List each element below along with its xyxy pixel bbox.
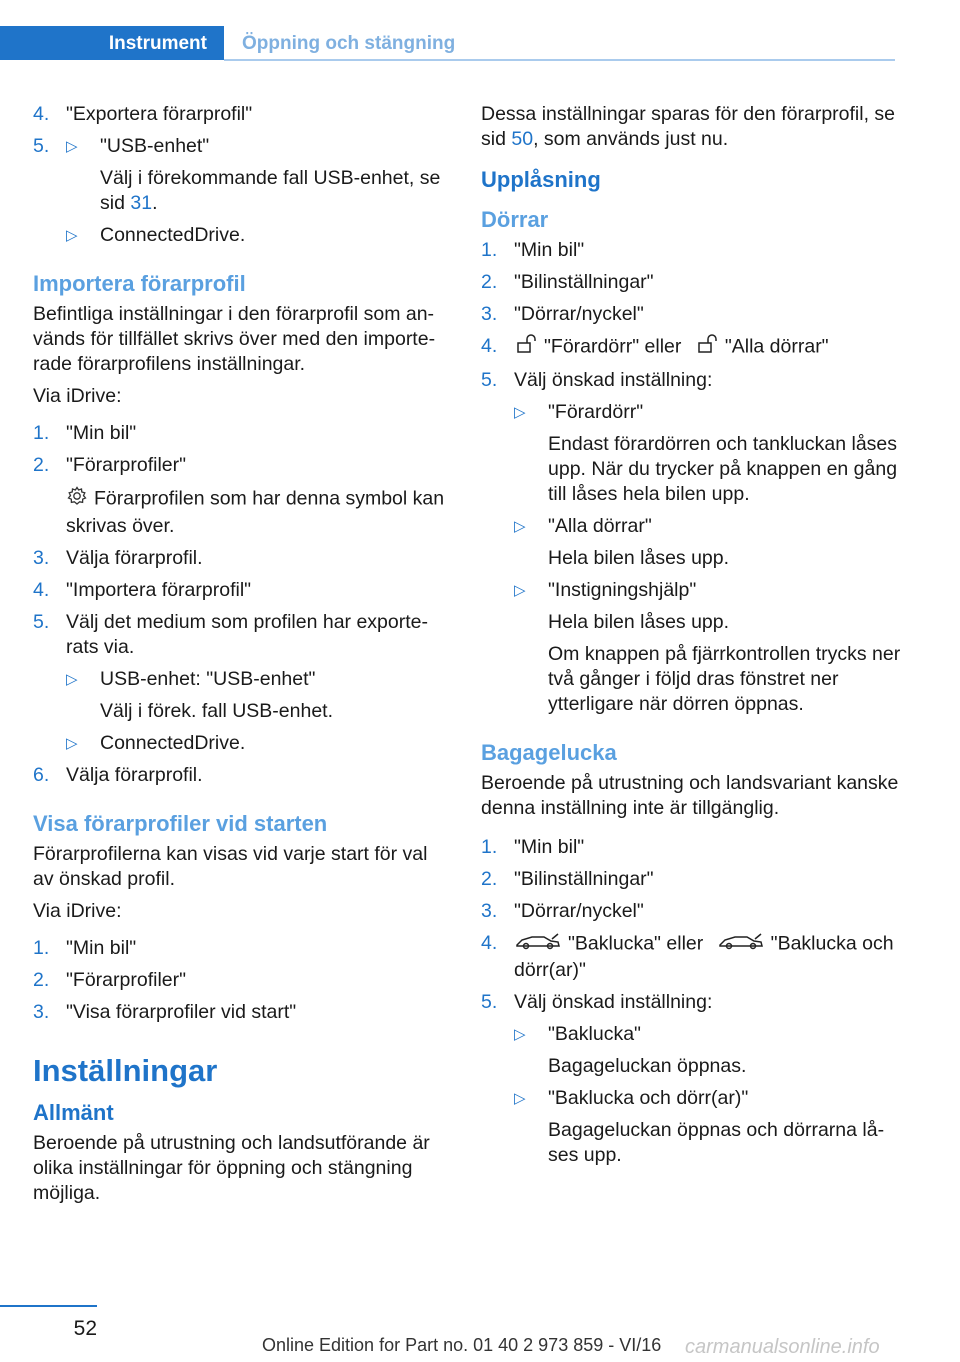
bullet-icon: ▷: [514, 1026, 526, 1043]
list-item: 3. "Dörrar/nyckel": [481, 900, 644, 922]
section-tab-instrument[interactable]: Instrument: [0, 26, 224, 60]
left-column: [33, 102, 453, 1213]
unlock-icon: [695, 334, 719, 361]
import-text: Befintliga inställningar i den förarprofil som används för tillfället skrivs över med den importerade förarprofilens inställningar.: [33, 303, 436, 375]
general-text: Beroende på utrustning och landsutförande är olika inställningar för öppning och stängning möjliga.: [33, 1132, 430, 1204]
show-profiles-text: Förarprofilerna kan visas vid varje start för val av önskad profil.: [33, 843, 428, 890]
via-idrive-label: Via iDrive:: [33, 900, 122, 922]
bullet-icon: ▷: [514, 1090, 526, 1107]
list-item: 3. Välja förarprofil.: [33, 547, 203, 569]
list-item: 1. "Min bil": [33, 937, 137, 959]
unlock-heading: Upplåsning: [481, 167, 601, 192]
list-item: 4. "Baklucka" eller "Baklucka och dörr(ar)": [481, 932, 894, 981]
list-item: [33, 102, 453, 127]
gear-icon: [66, 485, 88, 514]
car-trunk-icon: [514, 931, 562, 958]
bullet-icon: ▷: [514, 404, 526, 421]
list-item: ▷ "Alla dörrar": [514, 515, 652, 537]
bullet-icon: ▷: [66, 735, 78, 752]
item-text: "Exportera förarprofil": [66, 103, 253, 125]
list-item: ▷ USB-enhet: "USB-enhet": [66, 668, 316, 690]
symbol-note: Förarprofilen som har denna symbol kan skrivas över.: [66, 485, 453, 539]
list-item: ▷ "Instigningshjälp": [514, 579, 697, 601]
usb-option-note: Välj i förek. fall USB-enhet.: [100, 700, 334, 722]
general-heading: Allmänt: [33, 1100, 114, 1125]
page-link-50[interactable]: 50: [511, 128, 534, 150]
list-item: 2. "Bilinställningar": [481, 271, 654, 293]
page-number: 52: [73, 1317, 97, 1340]
intro-text: Dessa inställningar sparas för den förarprofil, se sid 50, som används just nu.: [481, 103, 896, 150]
list-item: 3. "Dörrar/nyckel": [481, 303, 644, 325]
list-item: 1. "Min bil": [33, 422, 137, 444]
header-divider: [224, 59, 895, 61]
edition-text: Online Edition for Part no. 01 40 2 973 859 - VI/16: [262, 1335, 662, 1355]
item-number: 4.: [33, 103, 50, 125]
bullet-icon: ▷: [66, 227, 78, 244]
import-heading: Importera förarprofil: [33, 271, 246, 296]
list-item: 5. Välj önskad inställning:: [481, 369, 713, 391]
section-tab-opening[interactable]: Öppning och stängning: [242, 32, 456, 54]
via-idrive-label: Via iDrive:: [33, 385, 122, 407]
footer-divider: [0, 1305, 97, 1307]
list-item: [66, 223, 453, 248]
trunk-text: Beroende på utrustning och landsvariant kanske denna inställning inte är tillgänglig.: [481, 772, 899, 819]
watermark: carmanualsonline.info: [685, 1336, 880, 1358]
car-trunk-icon: [717, 931, 765, 958]
list-item: 1. "Min bil": [481, 239, 585, 261]
list-item: ▷ ConnectedDrive.: [66, 732, 246, 754]
bullet-icon: ▷: [514, 582, 526, 599]
item-number: 5.: [33, 135, 50, 157]
doors-heading: Dörrar: [481, 207, 549, 232]
bullet-icon: ▷: [66, 138, 78, 155]
page-header: [0, 0, 895, 62]
list-item: 5. Välj det medium som profilen har exporterats via.: [33, 611, 429, 658]
settings-heading: Inställningar: [33, 1053, 218, 1088]
unlock-icon: [514, 334, 538, 361]
item-text: ConnectedDrive.: [100, 224, 246, 246]
list-item: 6. Välja förarprofil.: [33, 764, 203, 786]
list-item: 4. "Importera förarprofil": [33, 579, 252, 601]
item-text: "USB-enhet": [100, 135, 210, 157]
list-item: ▷ "Förardörr": [514, 401, 644, 423]
list-item: 4. "Förardörr" eller "Alla dörrar": [481, 334, 901, 361]
list-item: 5. Välj önskad inställning:: [481, 991, 713, 1013]
page-link-31[interactable]: 31: [130, 192, 153, 214]
show-profiles-heading: Visa förarprofiler vid starten: [33, 811, 328, 836]
list-item: 1. "Min bil": [481, 836, 585, 858]
list-item: 2. "Förarprofiler": [33, 454, 187, 476]
list-item: [33, 134, 453, 159]
list-item: 2. "Förarprofiler": [33, 969, 187, 991]
list-item: ▷ "Baklucka och dörr(ar)": [514, 1087, 749, 1109]
bullet-icon: ▷: [514, 518, 526, 535]
usb-note: Välj i förekommande fall USB-enhet, se sid 31.: [100, 167, 441, 214]
right-column: Dessa inställningar sparas för den förarprofil, se sid 50, som används just nu. Upplåsning Dörrar 1. "Min bil" 2. "Bilinställningar" 3. "Dörrar/nyckel" 4. "Förardörr" eller "Alla dörrar" 5. Välj önskad inställning: ▷ "Förardörr" Endast förardörren och tankluckan låses upp. När du trycker på knappen en gång till låses hela bilen upp. ▷ "Alla dörrar" Hela bilen låses upp. ▷ "Instigningshjälp" Hela bilen låses upp. Om knappen på fjärrkontrollen trycks ner två gånger i följd dras fönstret ner ytterligare när dörren öppnas. Bagagelucka Beroende på utrustning och landsvariant kanske denna inställning inte är tillgänglig. 1. "Min bil" 2. "Bilinställningar" 3. "Dörrar/nyckel" 4. "Baklucka" eller "Baklucka och dörr(ar)" 5. Välj önskad inställning: ▷ "Baklucka" Bagageluckan öppnas. ▷ "Baklucka och dörr(ar)" Bagageluckan öppnas och dörrarna låses upp.: [481, 103, 901, 1166]
list-item: 3. "Visa förarprofiler vid start": [33, 1001, 297, 1023]
list-item: ▷ "Baklucka": [514, 1023, 641, 1045]
list-item: 2. "Bilinställningar": [481, 868, 654, 890]
bullet-icon: ▷: [66, 671, 78, 688]
trunk-heading: Bagagelucka: [481, 740, 617, 765]
